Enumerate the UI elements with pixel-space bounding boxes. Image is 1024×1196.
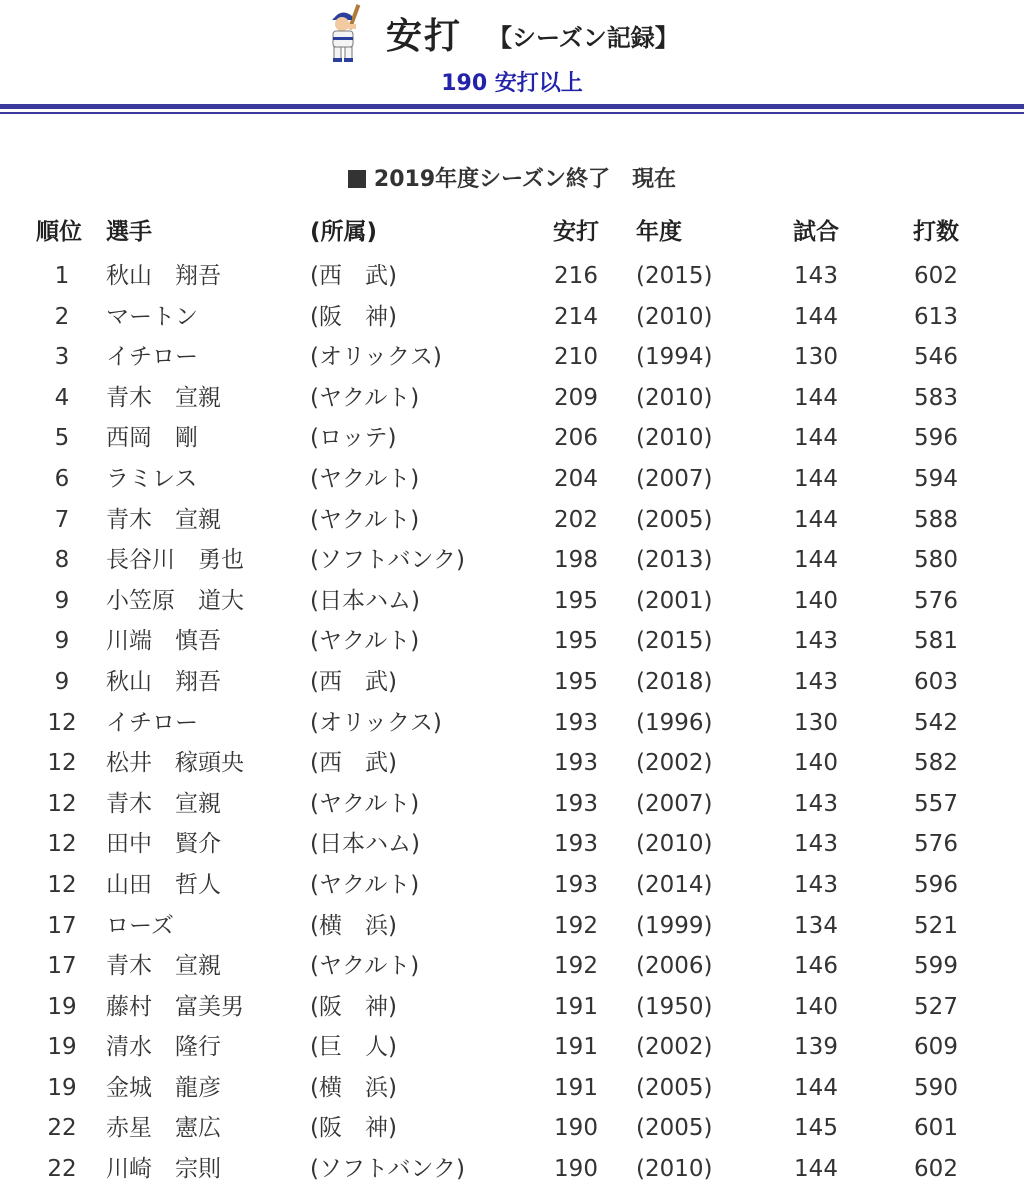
games-cell: 140 — [794, 993, 838, 1020]
rank-cell: 19 — [47, 1074, 77, 1101]
at-bats-cell: 613 — [914, 303, 958, 330]
table-row — [0, 662, 1024, 703]
player-cell: 青木 宣親 — [106, 384, 221, 411]
team-cell: (ヤクルト) — [310, 790, 420, 817]
table-row — [0, 337, 1024, 378]
player-cell: 青木 宣親 — [106, 506, 221, 533]
year-cell: (2014) — [636, 871, 713, 898]
team-cell: (横 浜) — [310, 912, 397, 939]
rank-cell: 9 — [54, 628, 70, 655]
team-cell: (横 浜) — [310, 1074, 397, 1101]
table-row — [0, 1149, 1024, 1190]
year-cell: (2002) — [636, 750, 713, 777]
player-cell: 川崎 宗則 — [106, 1156, 221, 1183]
games-cell: 144 — [794, 1156, 838, 1183]
games-cell: 143 — [794, 871, 838, 898]
table-row — [0, 946, 1024, 987]
hits-cell: 193 — [554, 871, 598, 898]
team-cell: (ロッテ) — [310, 425, 397, 452]
team-cell: (ソフトバンク) — [310, 1156, 466, 1183]
table-row — [0, 540, 1024, 581]
year-cell: (2005) — [636, 1074, 713, 1101]
rank-cell: 2 — [54, 303, 70, 330]
player-cell: 長谷川 勇也 — [106, 547, 244, 574]
baseball-batter-icon — [322, 4, 372, 64]
at-bats-cell: 609 — [914, 1034, 958, 1061]
player-cell: ラミレス — [106, 465, 198, 492]
hits-cell: 193 — [554, 750, 598, 777]
column-header-games: 試合 — [793, 219, 839, 245]
table-row — [0, 703, 1024, 744]
table-row — [0, 824, 1024, 865]
year-cell: (2015) — [636, 263, 713, 289]
rank-cell: 17 — [47, 912, 77, 939]
at-bats-cell: 546 — [914, 344, 958, 371]
team-cell: (西 武) — [310, 263, 397, 289]
rank-cell: 12 — [47, 709, 77, 736]
player-cell: 金城 龍彦 — [106, 1074, 221, 1101]
year-cell: (2007) — [636, 790, 713, 817]
rank-cell: 6 — [54, 465, 70, 492]
year-cell: (2015) — [636, 628, 713, 655]
games-cell: 134 — [794, 912, 838, 939]
team-cell: (阪 神) — [310, 303, 397, 330]
page-header — [0, 0, 1024, 130]
rank-cell: 19 — [47, 993, 77, 1020]
at-bats-cell: 602 — [914, 1156, 958, 1183]
games-cell: 144 — [794, 303, 838, 330]
games-cell: 143 — [794, 831, 838, 858]
games-cell: 144 — [794, 465, 838, 492]
at-bats-cell: 576 — [914, 587, 958, 614]
games-cell: 130 — [794, 709, 838, 736]
table-row — [0, 256, 1024, 297]
rank-cell: 12 — [47, 871, 77, 898]
team-cell: (阪 神) — [310, 1115, 397, 1142]
table-row — [0, 1027, 1024, 1068]
games-cell: 143 — [794, 790, 838, 817]
table-row — [0, 581, 1024, 622]
title-row — [0, 0, 1024, 62]
team-cell: (阪 神) — [310, 993, 397, 1020]
rank-cell: 12 — [47, 790, 77, 817]
player-cell: ローズ — [106, 912, 174, 939]
rank-cell: 9 — [54, 587, 70, 614]
team-cell: (巨 人) — [310, 1034, 397, 1061]
year-cell: (1994) — [636, 344, 713, 371]
table-row — [0, 784, 1024, 825]
table-row — [0, 1108, 1024, 1149]
status-line — [0, 162, 1024, 193]
at-bats-cell: 576 — [914, 831, 958, 858]
year-cell: (2013) — [636, 547, 713, 574]
team-cell: (オリックス) — [310, 344, 442, 371]
player-cell: 秋山 翔吾 — [106, 263, 221, 289]
at-bats-cell: 521 — [914, 912, 958, 939]
hits-cell: 193 — [554, 790, 598, 817]
at-bats-cell: 601 — [914, 1115, 958, 1142]
column-header-at-bats: 打数 — [913, 219, 959, 245]
hits-cell: 193 — [554, 831, 598, 858]
hits-cell: 193 — [554, 709, 598, 736]
at-bats-cell: 557 — [914, 790, 958, 817]
table-row — [0, 1068, 1024, 1109]
games-cell: 144 — [794, 547, 838, 574]
games-cell: 143 — [794, 628, 838, 655]
page-title-suffix: 【シーズン記録】 — [488, 24, 679, 52]
hits-cell: 195 — [554, 628, 598, 655]
player-cell: 藤村 富美男 — [106, 993, 244, 1020]
year-cell: (2002) — [636, 1034, 713, 1061]
year-cell: (2010) — [636, 425, 713, 452]
team-cell: (西 武) — [310, 750, 397, 777]
games-cell: 144 — [794, 1074, 838, 1101]
table-row — [0, 459, 1024, 500]
year-cell: (2001) — [636, 587, 713, 614]
table-row — [0, 906, 1024, 947]
at-bats-cell: 590 — [914, 1074, 958, 1101]
team-cell: (西 武) — [310, 668, 397, 695]
rank-cell: 1 — [54, 263, 70, 289]
page-title: 安打 — [386, 16, 463, 57]
games-cell: 144 — [794, 506, 838, 533]
player-cell: 小笠原 道大 — [106, 587, 244, 614]
team-cell: (ヤクルト) — [310, 953, 420, 980]
table-header — [0, 212, 1024, 256]
at-bats-cell: 580 — [914, 547, 958, 574]
year-cell: (2010) — [636, 1156, 713, 1183]
team-cell: (ヤクルト) — [310, 384, 420, 411]
games-cell: 130 — [794, 344, 838, 371]
hits-cell: 192 — [554, 953, 598, 980]
player-cell: イチロー — [106, 709, 198, 736]
year-cell: (2006) — [636, 953, 713, 980]
team-cell: (日本ハム) — [310, 831, 420, 858]
team-cell: (オリックス) — [310, 709, 442, 736]
games-cell: 140 — [794, 587, 838, 614]
hits-cell: 209 — [554, 384, 598, 411]
square-bullet-icon — [348, 170, 366, 188]
hits-cell: 214 — [554, 303, 598, 330]
hits-cell: 191 — [554, 1034, 598, 1061]
hits-cell: 202 — [554, 506, 598, 533]
year-cell: (2010) — [636, 831, 713, 858]
player-cell: 赤星 憲広 — [106, 1115, 221, 1142]
team-cell: (ヤクルト) — [310, 465, 420, 492]
year-cell: (1950) — [636, 993, 713, 1020]
games-cell: 143 — [794, 668, 838, 695]
rank-cell: 5 — [54, 425, 70, 452]
hits-cell: 198 — [554, 547, 598, 574]
player-cell: 西岡 剛 — [106, 425, 198, 452]
table-row — [0, 418, 1024, 459]
rank-cell: 4 — [54, 384, 70, 411]
player-cell: 田中 賢介 — [106, 831, 221, 858]
hits-cell: 216 — [554, 263, 598, 289]
player-cell: 秋山 翔吾 — [106, 668, 221, 695]
rank-cell: 7 — [54, 506, 70, 533]
year-cell: (2005) — [636, 1115, 713, 1142]
games-cell: 144 — [794, 384, 838, 411]
table-row — [0, 865, 1024, 906]
rank-cell: 17 — [47, 953, 77, 980]
at-bats-cell: 594 — [914, 465, 958, 492]
table-row — [0, 621, 1024, 662]
year-cell: (2007) — [636, 465, 713, 492]
player-cell: 青木 宣親 — [106, 790, 221, 817]
hits-cell: 195 — [554, 668, 598, 695]
player-cell: イチロー — [106, 344, 198, 371]
year-cell: (1999) — [636, 912, 713, 939]
at-bats-cell: 599 — [914, 953, 958, 980]
at-bats-cell: 588 — [914, 506, 958, 533]
at-bats-cell: 542 — [914, 709, 958, 736]
player-cell: 松井 稼頭央 — [106, 750, 244, 777]
table-row — [0, 743, 1024, 784]
player-cell: 川端 慎吾 — [106, 628, 221, 655]
table-row — [0, 378, 1024, 419]
hits-cell: 190 — [554, 1156, 598, 1183]
games-cell: 146 — [794, 953, 838, 980]
column-header-player: 選手 — [106, 219, 152, 245]
player-cell: 山田 哲人 — [106, 871, 221, 898]
column-header-rank: 順位 — [36, 219, 82, 245]
team-cell: (ヤクルト) — [310, 871, 420, 898]
hits-cell: 191 — [554, 1074, 598, 1101]
year-cell: (2010) — [636, 303, 713, 330]
hits-cell: 204 — [554, 465, 598, 492]
at-bats-cell: 527 — [914, 993, 958, 1020]
games-cell: 144 — [794, 425, 838, 452]
team-cell: (ヤクルト) — [310, 628, 420, 655]
games-cell: 139 — [794, 1034, 838, 1061]
at-bats-cell: 596 — [914, 871, 958, 898]
year-cell: (2005) — [636, 506, 713, 533]
column-header-hits: 安打 — [553, 219, 599, 245]
rank-cell: 22 — [47, 1115, 77, 1142]
header-divider-thin — [0, 112, 1024, 114]
page-subtitle: 190 安打以上 — [441, 71, 583, 96]
table-row — [0, 500, 1024, 541]
team-cell: (ヤクルト) — [310, 506, 420, 533]
rank-cell: 19 — [47, 1034, 77, 1061]
player-cell: 清水 隆行 — [106, 1034, 221, 1061]
table-row — [0, 987, 1024, 1028]
rank-cell: 9 — [54, 668, 70, 695]
games-cell: 143 — [794, 263, 838, 289]
at-bats-cell: 583 — [914, 384, 958, 411]
games-cell: 140 — [794, 750, 838, 777]
rank-cell: 22 — [47, 1156, 77, 1183]
header-divider-thick — [0, 104, 1024, 109]
table-row — [0, 297, 1024, 338]
hits-cell: 206 — [554, 425, 598, 452]
hits-cell: 210 — [554, 344, 598, 371]
hits-cell: 192 — [554, 912, 598, 939]
column-header-team: (所属) — [310, 219, 378, 245]
rank-cell: 3 — [54, 344, 70, 371]
player-cell: 青木 宣親 — [106, 953, 221, 980]
games-cell: 145 — [794, 1115, 838, 1142]
player-cell: マートン — [106, 303, 198, 330]
team-cell: (日本ハム) — [310, 587, 420, 614]
rank-cell: 8 — [54, 547, 70, 574]
hits-cell: 195 — [554, 587, 598, 614]
team-cell: (ソフトバンク) — [310, 547, 466, 574]
year-cell: (1996) — [636, 709, 713, 736]
at-bats-cell: 603 — [914, 668, 958, 695]
status-text: 2019年度シーズン終了 現在 — [373, 167, 677, 192]
hits-cell: 191 — [554, 993, 598, 1020]
at-bats-cell: 582 — [914, 750, 958, 777]
year-cell: (2018) — [636, 668, 713, 695]
hits-cell: 190 — [554, 1115, 598, 1142]
records-table — [0, 212, 1024, 1190]
at-bats-cell: 581 — [914, 628, 958, 655]
column-header-year: 年度 — [636, 219, 682, 245]
rank-cell: 12 — [47, 750, 77, 777]
at-bats-cell: 596 — [914, 425, 958, 452]
at-bats-cell: 602 — [914, 263, 958, 289]
year-cell: (2010) — [636, 384, 713, 411]
rank-cell: 12 — [47, 831, 77, 858]
